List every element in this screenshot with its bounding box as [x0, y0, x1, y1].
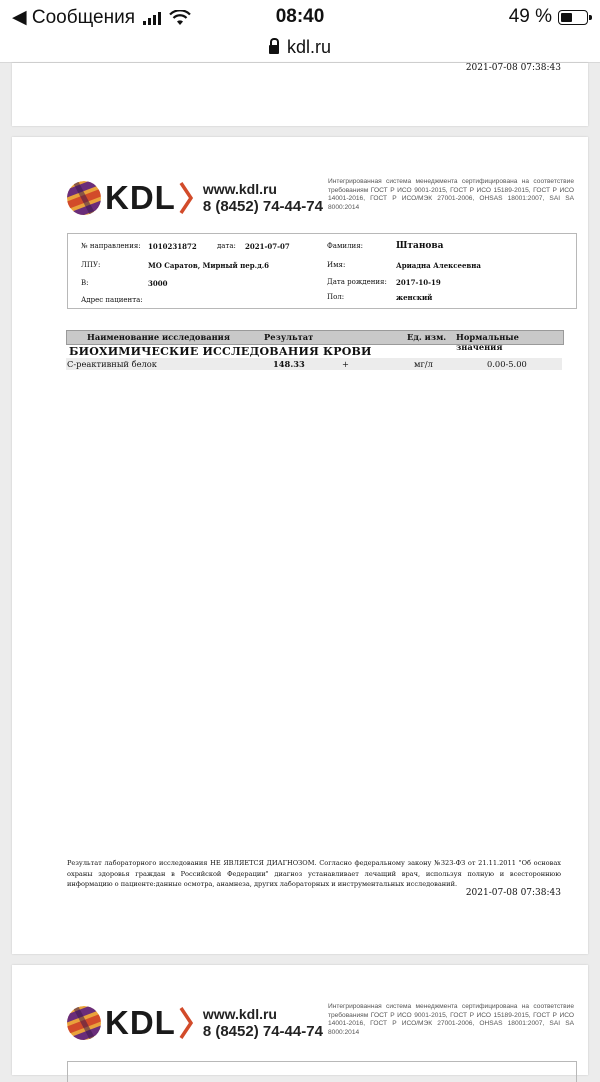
test-unit: мг/л — [414, 359, 433, 369]
v-label: В: — [81, 279, 89, 287]
pdf-page-current — [12, 137, 588, 954]
lock-icon — [269, 45, 279, 54]
back-to-messages-button[interactable] — [12, 6, 191, 29]
lab-website[interactable]: www.kdl.ru — [202, 181, 277, 197]
wifi-icon — [169, 10, 191, 26]
clock: 08:40 — [275, 6, 325, 27]
url-domain[interactable]: kdl.ru — [286, 36, 331, 57]
test-name: С-реактивный белок — [67, 359, 157, 369]
lpu-label: ЛПУ: — [81, 261, 101, 269]
table-row — [66, 358, 562, 370]
col-norm: Нормальные значения — [456, 332, 519, 352]
name-value: Ариадна Алексеевна — [396, 261, 481, 270]
surname-value: Штанова — [396, 241, 444, 251]
address-label: Адрес пациента: — [81, 296, 143, 304]
battery-percent: 49 % — [508, 6, 552, 27]
logo-chevron-icon — [179, 1006, 193, 1040]
col-test-name: Наименование исследования — [87, 332, 230, 342]
col-unit: Ед. изм. — [407, 332, 447, 342]
abnormal-flag: + — [342, 359, 349, 369]
logo-chevron-icon — [179, 181, 193, 215]
back-label[interactable]: ◀ Сообщения — [12, 7, 136, 28]
col-result: Результат — [264, 332, 314, 342]
referral-label: № направления: — [81, 242, 141, 250]
sex-label: Пол: — [327, 293, 345, 301]
cellular-signal-icon — [143, 11, 161, 25]
test-norm: 0.00-5.00 — [487, 359, 527, 369]
certification-text: Интегрированная система менеджмента сертифицирована на соответствие требованиям ГОСТ Р ИСО 9001-2015, ГОСТ Р ИСО 15189-2015, ГОСТ Р ИСО 14001-2016, ГОСТ Р ИСО/МЭК 27001-2006, OHSAS 18001:2007, SAI SA 8000:2014 — [328, 1003, 574, 1036]
dob-label: Дата рождения: — [327, 278, 387, 286]
pdf-page-next — [12, 965, 588, 1075]
v-value: 3000 — [148, 279, 168, 288]
date-label: дата: — [217, 242, 236, 250]
lab-website[interactable]: www.kdl.ru — [202, 1006, 277, 1022]
logo-text: KDL — [105, 1004, 176, 1041]
page-timestamp: 2021-07-08 07:38:43 — [465, 63, 561, 73]
patient-info-box — [67, 233, 577, 309]
kdl-logo — [67, 1004, 323, 1042]
surname-label: Фамилия: — [327, 242, 363, 250]
section-title: БИОХИМИЧЕСКИЕ ИССЛЕДОВАНИЯ КРОВИ — [69, 345, 372, 358]
battery-fill — [561, 13, 572, 22]
test-result: 148.33 — [273, 359, 305, 369]
logo-text: KDL — [105, 179, 176, 216]
date-value: 2021-07-07 — [245, 242, 290, 251]
lpu-value: МО Саратов, Мирный пер.д.6 — [148, 261, 270, 270]
pdf-page-previous — [12, 63, 588, 126]
page-timestamp: 2021-07-08 07:38:43 — [465, 888, 561, 898]
address-bar[interactable] — [0, 32, 600, 63]
disclaimer: Результат лабораторного исследования НЕ ЯВЛЯЕТСЯ ДИАГНОЗОМ. Согласно федеральному закону №323-ФЗ от 21.11.2011 "Об основах охраны здоровья граждан в Российской Федерации" диагноз устанавливает лечащий врач, используя полную и всестороннюю информацию о пациенте:данные осмотра, анамнеза, других лабораторных и инструментальных исследований. — [67, 859, 561, 889]
dob-value: 2017-10-19 — [396, 278, 441, 287]
lab-phone[interactable]: 8 (8452) 74-44-74 — [202, 198, 323, 215]
name-label: Имя: — [327, 261, 346, 269]
logo-ball-icon — [67, 1006, 101, 1040]
kdl-logo — [67, 179, 323, 217]
referral-value: 1010231872 — [148, 242, 197, 251]
battery-icon — [558, 10, 588, 25]
certification-text: Интегрированная система менеджмента сертифицирована на соответствие требованиям ГОСТ Р ИСО 9001-2015, ГОСТ Р ИСО 15189-2015, ГОСТ Р ИСО 14001-2016, ГОСТ Р ИСО/МЭК 27001-2006, OHSAS 18001:2007, SAI SA 8000:2014 — [328, 178, 574, 211]
status-bar — [0, 0, 600, 32]
logo-ball-icon — [67, 181, 101, 215]
sex-value: женский — [396, 293, 433, 302]
patient-info-box — [67, 1061, 577, 1082]
lab-phone[interactable]: 8 (8452) 74-44-74 — [202, 1023, 323, 1040]
